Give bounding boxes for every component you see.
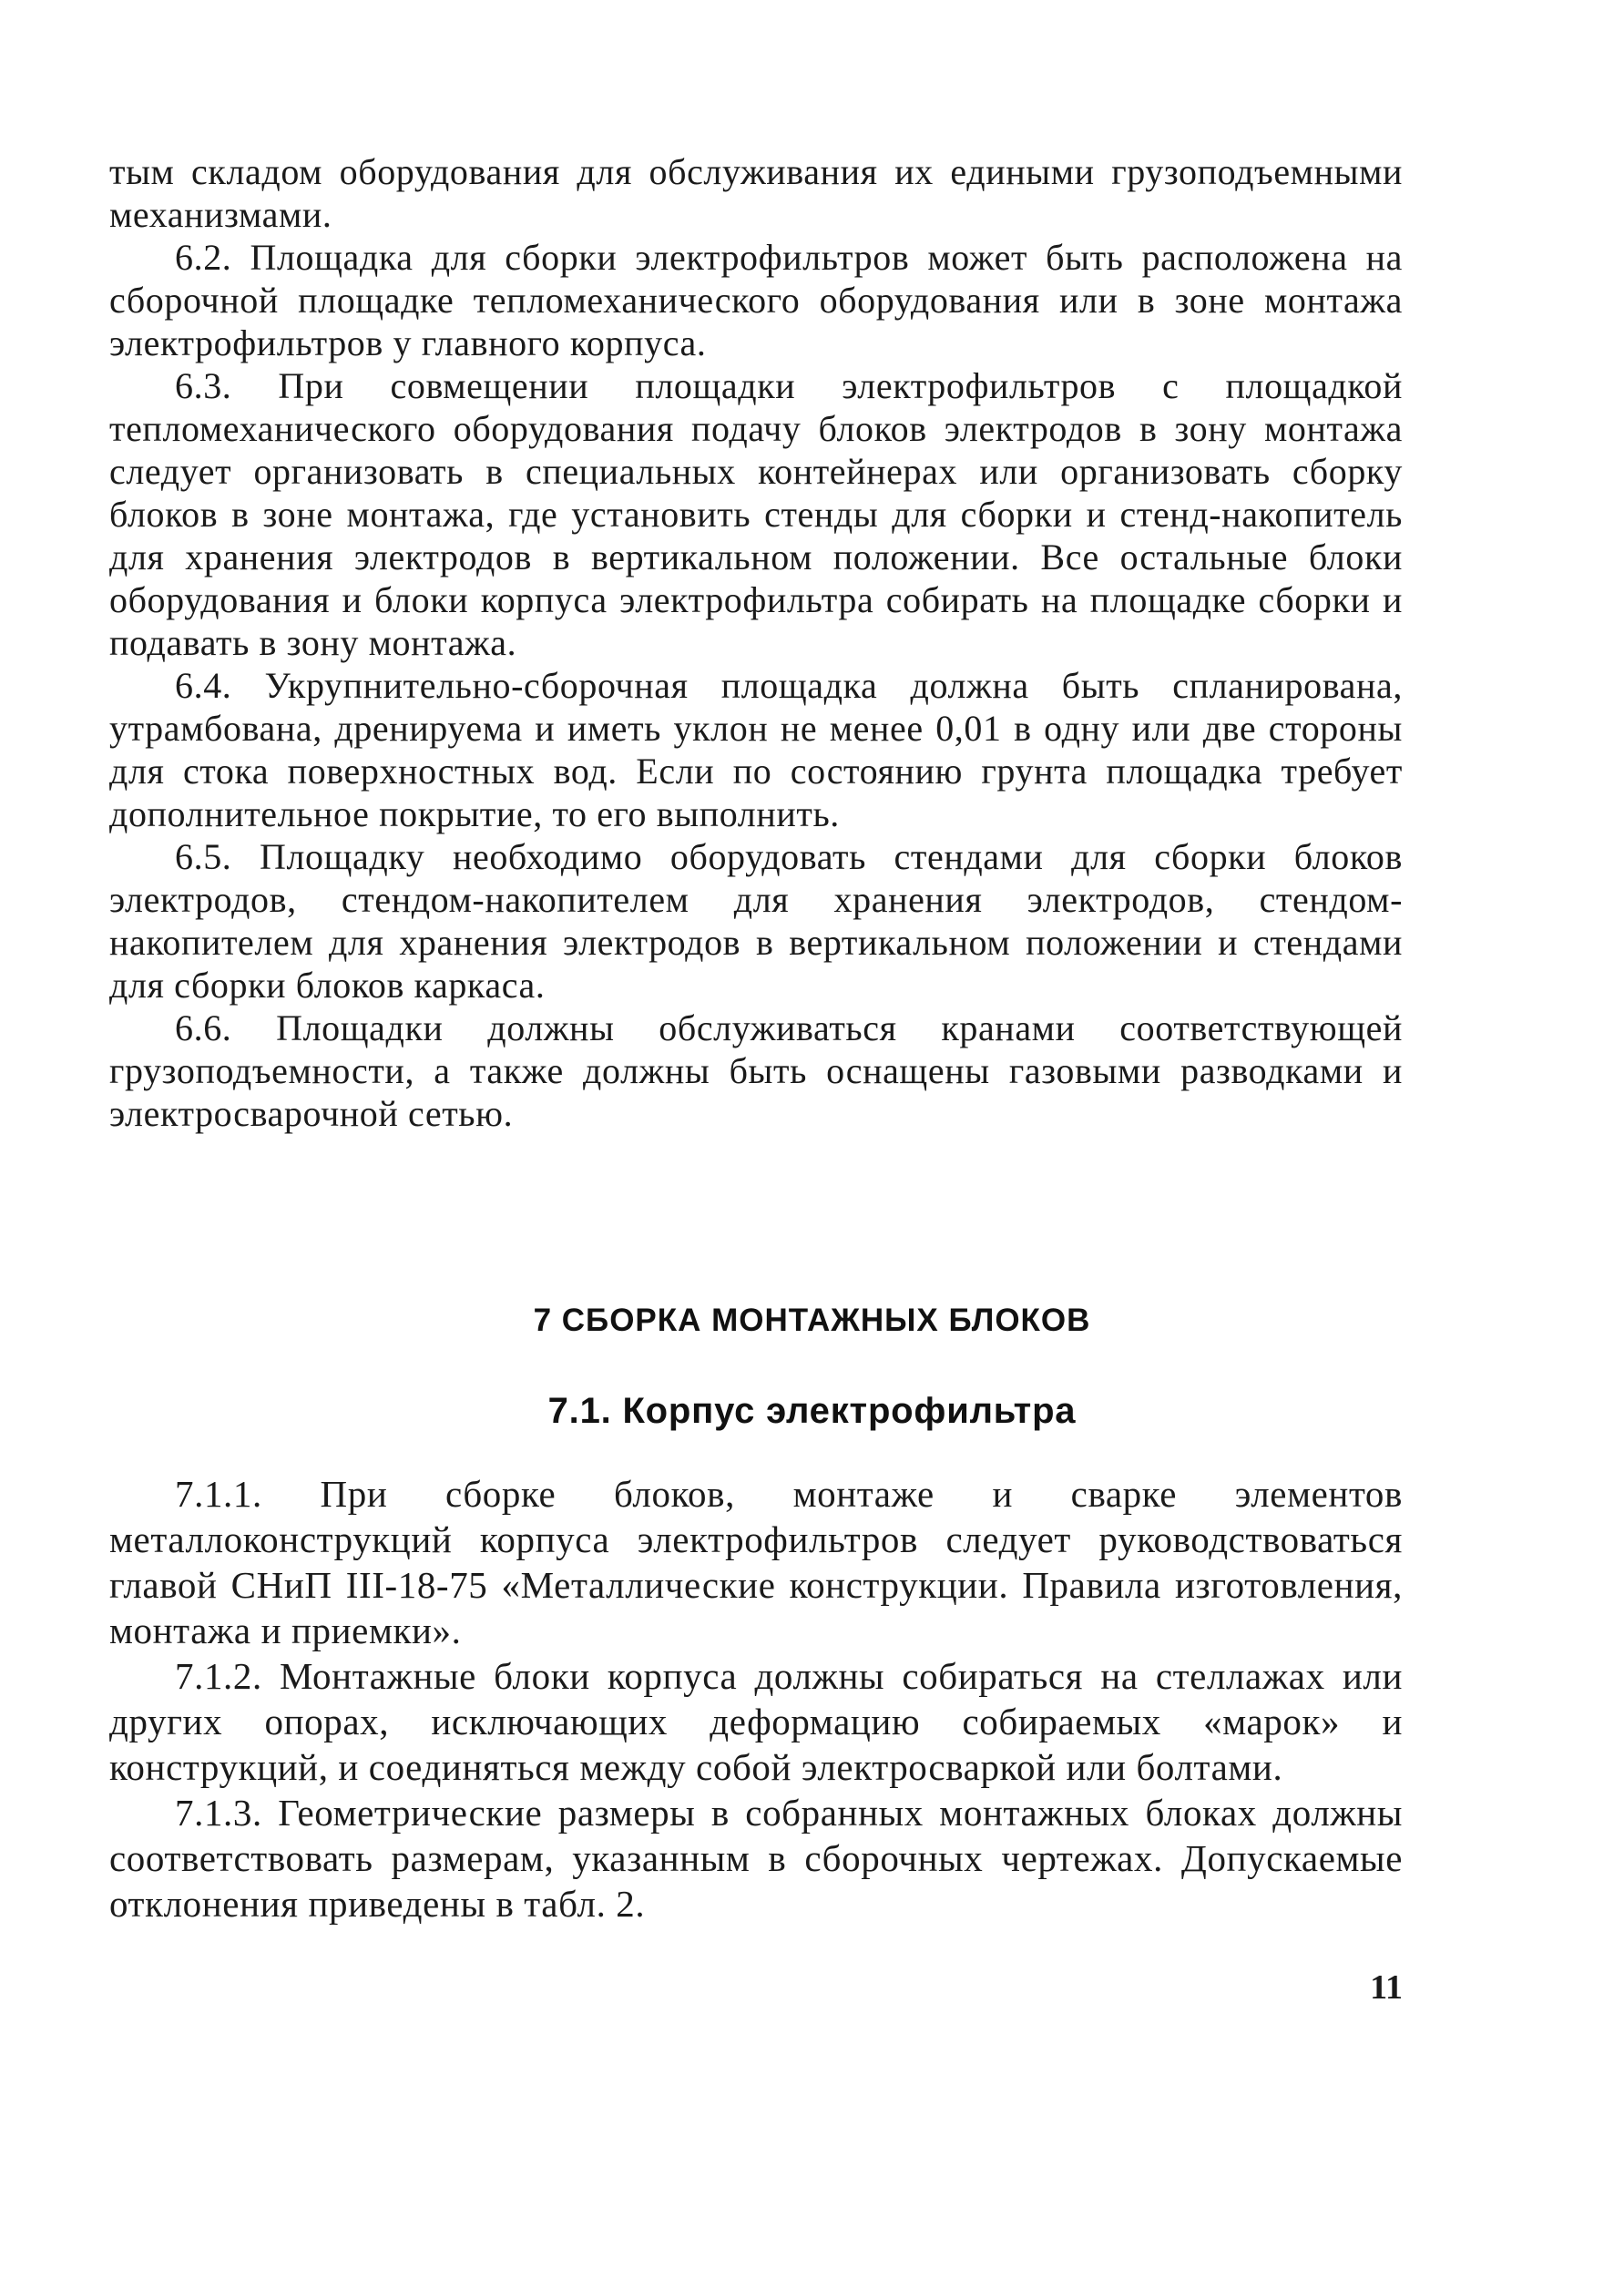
section-7-text xyxy=(109,1471,1403,1926)
page-number: 11 xyxy=(1370,1968,1403,2007)
subsection-7-1-title: 7.1. Корпус электрофильтра xyxy=(547,1391,1077,1431)
paragraph-6-1-continuation: тым складом оборудования для обслуживания их едиными грузоподъемными механизмами. xyxy=(109,151,1403,235)
paragraph-6-6: 6.6. Площадки должны обслуживаться кранами соответствующей грузоподъемности, а также должны быть оснащены газовыми разводками и электросварочной сетью. xyxy=(109,1007,1403,1134)
paragraph-6-3: 6.3. При совмещении площадки электрофильтров с площадкой тепломеханического оборудования подачу блоков электродов в зону монтажа следует организовать в специальных контейнерах или организовать сборку блоков в зоне монтажа, где установить стенды для сборки и стенд-накопитель для хранения электродов в вертикальном положении. Все остальные блоки оборудования и блоки корпуса электрофильтра собирать на площадке сборки и подавать в зону монтажа. xyxy=(109,365,1403,663)
section-7-title: 7 СБОРКА МОНТАЖНЫХ БЛОКОВ xyxy=(533,1303,1091,1338)
paragraph-6-5: 6.5. Площадку необходимо оборудовать стендами для сборки блоков электродов, стендом-накопителем для хранения электродов, стендом-накопителем для хранения электродов в вертикальном положении и стендами для сборки блоков каркаса. xyxy=(109,836,1403,1006)
paragraph-6-2: 6.2. Площадка для сборки электрофильтров может быть расположена на сборочной площадке тепломеханического оборудования или в зоне монтажа электрофильтров у главного корпуса. xyxy=(109,237,1403,363)
section-6-text xyxy=(109,150,1403,1135)
paragraph-7-1-2: 7.1.2. Монтажные блоки корпуса должны собираться на стеллажах или других опорах, исключающих деформацию собираемых «марок» и конструкций, и соединяться между собой электросваркой или болтами. xyxy=(109,1655,1403,1788)
paragraph-6-4: 6.4. Укрупнительно-сборочная площадка должна быть спланирована, утрамбована, дренируема и иметь уклон не менее 0,01 в одну или две стороны для стока поверхностных вод. Если по состоянию грунта площадка требует дополнительное покрытие, то его выполнить. xyxy=(109,665,1403,834)
paragraph-7-1-3: 7.1.3. Геометрические размеры в собранных монтажных блоках должны соответствовать размерам, указанным в сборочных чертежах. Допускаемые отклонения приведены в табл. 2. xyxy=(109,1792,1403,1925)
paragraph-7-1-1: 7.1.1. При сборке блоков, монтаже и сварке элементов металлоконструкций корпуса электрофильтров следует руководствоваться главой СНиП III-18-75 «Металлические конструкции. Правила изготовления, монтажа и приемки». xyxy=(109,1473,1403,1651)
